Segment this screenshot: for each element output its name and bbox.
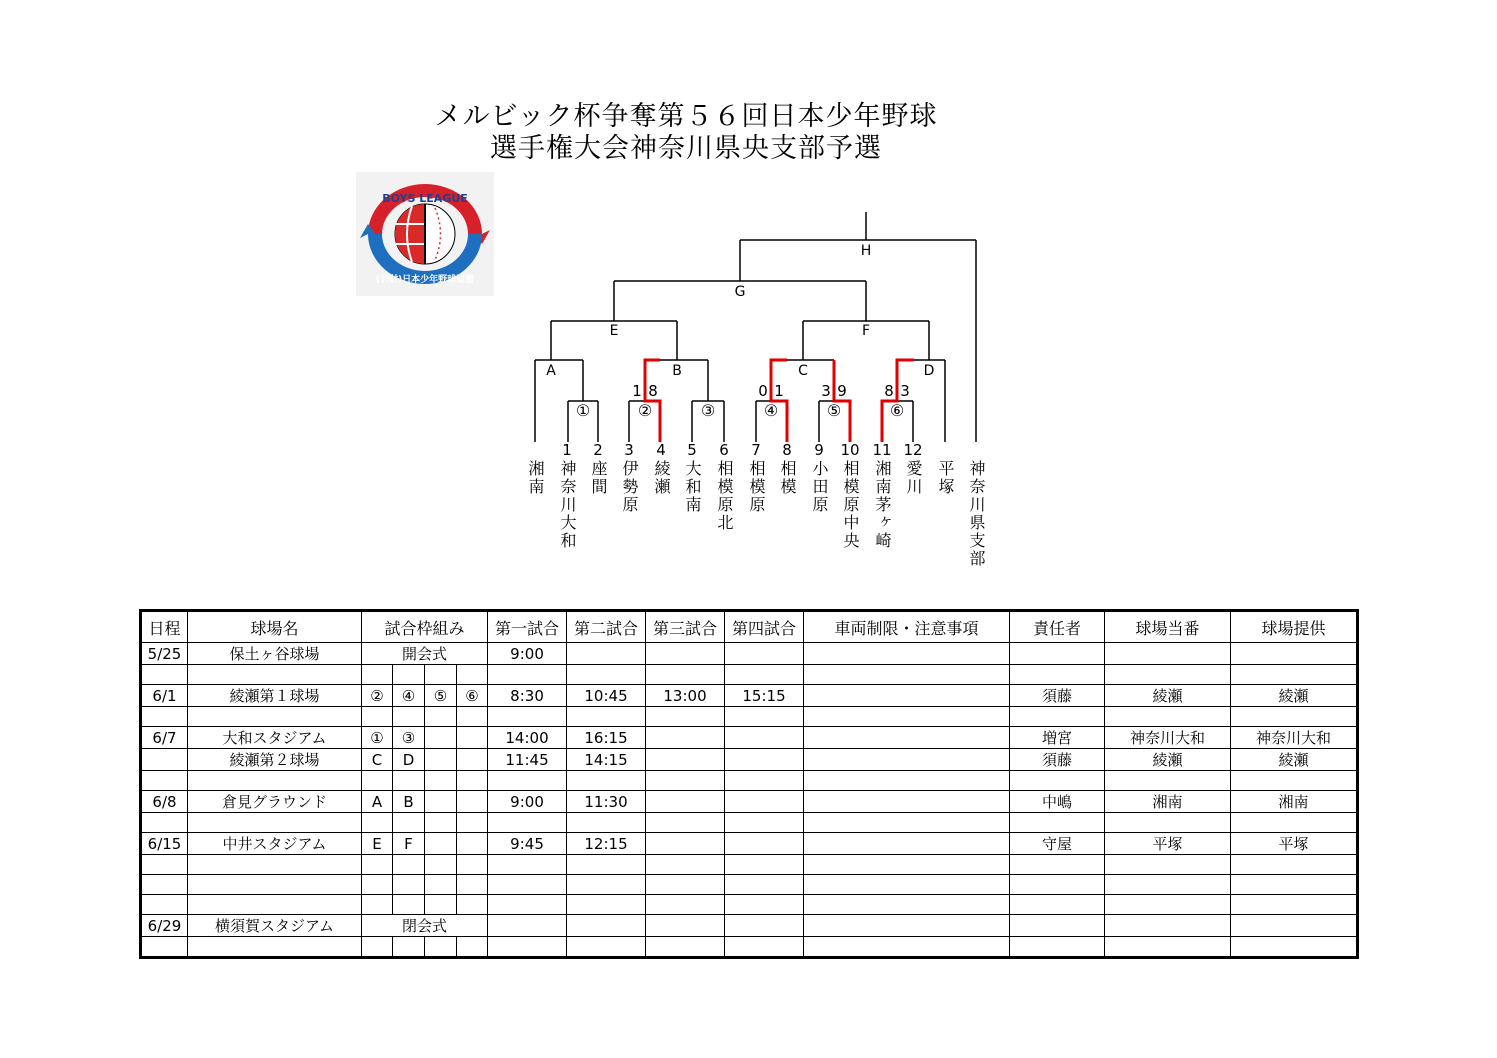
cell-date — [141, 855, 188, 875]
score-2-right: 8 — [648, 382, 658, 400]
cell-slot — [425, 937, 457, 958]
cell-slot — [425, 707, 457, 727]
cell-game-time — [646, 875, 725, 895]
round-label-g: G — [734, 284, 746, 300]
winner-path-lines — [645, 360, 914, 442]
cell-slot — [362, 707, 393, 727]
cell-manager — [1010, 643, 1105, 665]
cell-venue — [188, 895, 362, 915]
cell-slot — [393, 895, 425, 915]
cell-date: 6/8 — [141, 791, 188, 813]
cell-slot — [457, 895, 488, 915]
schedule-row — [141, 685, 1358, 707]
schedule-row — [141, 813, 1358, 833]
cell-game-time: 8:30 — [488, 685, 567, 707]
cell-game-time — [646, 707, 725, 727]
team-number: 2 — [593, 441, 603, 459]
cell-duty — [1105, 875, 1231, 895]
score-4-left: 0 — [758, 382, 768, 400]
cell-date: 6/15 — [141, 833, 188, 855]
cell-slot: B — [393, 791, 425, 813]
cell-game-time — [646, 791, 725, 813]
cell-game-time — [488, 855, 567, 875]
team-number: 5 — [687, 441, 697, 459]
cell-manager: 増宮 — [1010, 727, 1105, 749]
match-number-4: ④ — [763, 401, 779, 420]
cell-venue: 綾瀬第１球場 — [188, 685, 362, 707]
cell-slot — [457, 791, 488, 813]
team-number: 10 — [840, 441, 860, 459]
cell-game-time — [725, 665, 804, 685]
schedule-row — [141, 727, 1358, 749]
cell-slot — [393, 813, 425, 833]
cell-notes — [804, 855, 1010, 875]
team-name: 相模原中央 — [841, 460, 860, 550]
cell-slot — [393, 771, 425, 791]
score-6-right: 3 — [900, 382, 910, 400]
cell-slot — [362, 937, 393, 958]
cell-venue — [188, 813, 362, 833]
cell-notes — [804, 643, 1010, 665]
cell-venue — [188, 937, 362, 958]
cell-game-time: 12:15 — [567, 833, 646, 855]
cell-venue: 横須賀スタジアム — [188, 915, 362, 937]
cell-slot — [425, 727, 457, 749]
score-5-left: 3 — [821, 382, 831, 400]
cell-slot — [393, 707, 425, 727]
schedule-row — [141, 833, 1358, 855]
cell-date — [141, 875, 188, 895]
cell-game-time — [725, 771, 804, 791]
score-2-left: 1 — [632, 382, 642, 400]
bracket-lines — [535, 212, 976, 442]
cell-game-time — [567, 813, 646, 833]
cell-manager — [1010, 665, 1105, 685]
cell-provider: 綾瀬 — [1231, 749, 1358, 771]
cell-provider — [1231, 915, 1358, 937]
match-number-2: ② — [637, 401, 653, 420]
cell-notes — [804, 665, 1010, 685]
cell-game-time — [567, 875, 646, 895]
team-number: 9 — [814, 441, 824, 459]
cell-game-time — [488, 707, 567, 727]
header-provider: 球場提供 — [1231, 611, 1358, 643]
cell-provider — [1231, 707, 1358, 727]
cell-duty — [1105, 643, 1231, 665]
cell-slot: E — [362, 833, 393, 855]
cell-duty: 湘南 — [1105, 791, 1231, 813]
cell-slot — [457, 727, 488, 749]
cell-game-time — [488, 813, 567, 833]
cell-slot — [457, 855, 488, 875]
cell-game-time — [567, 937, 646, 958]
cell-duty — [1105, 813, 1231, 833]
cell-notes — [804, 895, 1010, 915]
cell-slot — [457, 937, 488, 958]
score-5-right: 9 — [837, 382, 847, 400]
cell-slot — [425, 771, 457, 791]
cell-game-time — [488, 875, 567, 895]
header-notes: 車両制限・注意事項 — [804, 611, 1010, 643]
cell-slots-merged: 閉会式 — [362, 915, 488, 937]
cell-slot — [362, 665, 393, 685]
cell-slot — [362, 855, 393, 875]
cell-venue: 倉見グラウンド — [188, 791, 362, 813]
cell-manager: 須藤 — [1010, 685, 1105, 707]
cell-notes — [804, 791, 1010, 813]
cell-slot — [457, 749, 488, 771]
cell-game-time — [488, 895, 567, 915]
match-number-3: ③ — [700, 401, 716, 420]
cell-slot: A — [362, 791, 393, 813]
header-duty: 球場当番 — [1105, 611, 1231, 643]
cell-date — [141, 665, 188, 685]
cell-venue — [188, 875, 362, 895]
team-name: 伊勢原 — [620, 460, 639, 514]
schedule-header-row — [141, 611, 1358, 643]
cell-slot — [362, 771, 393, 791]
cell-slot: ① — [362, 727, 393, 749]
cell-slot: ⑥ — [457, 685, 488, 707]
cell-slot — [362, 875, 393, 895]
cell-game-time — [725, 813, 804, 833]
cell-game-time — [646, 643, 725, 665]
cell-game-time: 16:15 — [567, 727, 646, 749]
round-label-h: H — [860, 243, 872, 259]
cell-slot — [425, 855, 457, 875]
cell-duty — [1105, 915, 1231, 937]
schedule-row — [141, 749, 1358, 771]
logo-bottom-text: (公財)日本少年野球連盟 — [375, 275, 475, 285]
cell-duty — [1105, 855, 1231, 875]
cell-provider: 神奈川大和 — [1231, 727, 1358, 749]
schedule-row — [141, 895, 1358, 915]
team-name: 神奈川県支部 — [967, 460, 986, 568]
cell-game-time: 11:45 — [488, 749, 567, 771]
team-name: 相模原 — [747, 460, 766, 514]
cell-date — [141, 771, 188, 791]
cell-game-time — [567, 643, 646, 665]
cell-duty: 綾瀬 — [1105, 685, 1231, 707]
cell-slot — [425, 895, 457, 915]
round-label-e: E — [609, 323, 619, 339]
cell-game-time — [488, 915, 567, 937]
round-label-f: F — [861, 323, 871, 339]
team-name: 愛川 — [904, 460, 923, 496]
team-number: 12 — [903, 441, 923, 459]
cell-game-time — [646, 937, 725, 958]
cell-slot — [393, 875, 425, 895]
cell-slot: F — [393, 833, 425, 855]
cell-venue — [188, 771, 362, 791]
cell-slot: ② — [362, 685, 393, 707]
cell-provider — [1231, 855, 1358, 875]
team-name: 湘南 — [526, 460, 545, 496]
cell-game-time — [725, 937, 804, 958]
cell-venue: 綾瀬第２球場 — [188, 749, 362, 771]
cell-notes — [804, 727, 1010, 749]
team-number: 8 — [782, 441, 792, 459]
cell-date — [141, 813, 188, 833]
cell-venue — [188, 665, 362, 685]
cell-venue — [188, 855, 362, 875]
cell-game-time — [725, 727, 804, 749]
team-name: 大和南 — [683, 460, 702, 514]
cell-slot: D — [393, 749, 425, 771]
schedule-row — [141, 771, 1358, 791]
cell-slot — [457, 813, 488, 833]
cell-game-time — [725, 855, 804, 875]
cell-slots-merged: 開会式 — [362, 643, 488, 665]
cell-game-time — [646, 771, 725, 791]
cell-notes — [804, 937, 1010, 958]
cell-game-time — [725, 791, 804, 813]
cell-slot — [393, 855, 425, 875]
cell-date: 6/29 — [141, 915, 188, 937]
cell-slot — [362, 895, 393, 915]
cell-slot — [425, 665, 457, 685]
cell-game-time — [725, 915, 804, 937]
cell-venue: 中井スタジアム — [188, 833, 362, 855]
team-name: 神奈川大和 — [558, 460, 577, 550]
cell-duty — [1105, 771, 1231, 791]
team-number: 3 — [624, 441, 634, 459]
cell-provider: 平塚 — [1231, 833, 1358, 855]
team-number: 11 — [872, 441, 892, 459]
team-number: 4 — [656, 441, 666, 459]
cell-game-time — [567, 915, 646, 937]
cell-game-time — [646, 833, 725, 855]
cell-manager: 守屋 — [1010, 833, 1105, 855]
team-number: 6 — [719, 441, 729, 459]
cell-game-time: 14:00 — [488, 727, 567, 749]
header-venue: 球場名 — [188, 611, 362, 643]
cell-manager — [1010, 875, 1105, 895]
schedule-row — [141, 875, 1358, 895]
cell-game-time — [646, 855, 725, 875]
cell-game-time: 10:45 — [567, 685, 646, 707]
cell-notes — [804, 749, 1010, 771]
cell-game-time — [567, 855, 646, 875]
schedule-row — [141, 937, 1358, 958]
schedule-row — [141, 707, 1358, 727]
match-number-1: ① — [575, 401, 591, 420]
cell-date: 6/7 — [141, 727, 188, 749]
cell-provider — [1231, 643, 1358, 665]
schedule-row — [141, 915, 1358, 937]
cell-game-time — [725, 643, 804, 665]
cell-provider: 湘南 — [1231, 791, 1358, 813]
cell-game-time — [567, 895, 646, 915]
team-name: 小田原 — [810, 460, 829, 514]
header-game-4: 第四試合 — [725, 611, 804, 643]
cell-date — [141, 895, 188, 915]
cell-date — [141, 707, 188, 727]
cell-game-time: 14:15 — [567, 749, 646, 771]
cell-game-time — [725, 833, 804, 855]
cell-game-time: 13:00 — [646, 685, 725, 707]
header-game-1: 第一試合 — [488, 611, 567, 643]
team-number: 1 — [562, 441, 572, 459]
cell-game-time — [725, 895, 804, 915]
cell-slot — [393, 665, 425, 685]
cell-date — [141, 749, 188, 771]
schedule-row — [141, 791, 1358, 813]
schedule-table — [139, 609, 1359, 959]
cell-provider — [1231, 875, 1358, 895]
cell-game-time — [646, 749, 725, 771]
cell-slot — [362, 813, 393, 833]
cell-game-time: 9:45 — [488, 833, 567, 855]
cell-game-time: 15:15 — [725, 685, 804, 707]
cell-slot — [425, 875, 457, 895]
cell-game-time — [567, 665, 646, 685]
cell-slot — [425, 749, 457, 771]
cell-slot — [457, 771, 488, 791]
cell-provider — [1231, 771, 1358, 791]
cell-game-time: 9:00 — [488, 791, 567, 813]
round-label-d: D — [923, 363, 935, 379]
cell-duty — [1105, 937, 1231, 958]
match-number-6: ⑥ — [889, 401, 905, 420]
cell-duty: 平塚 — [1105, 833, 1231, 855]
header-game-3: 第三試合 — [646, 611, 725, 643]
cell-manager: 須藤 — [1010, 749, 1105, 771]
schedule-row — [141, 855, 1358, 875]
cell-game-time — [646, 727, 725, 749]
cell-slot: C — [362, 749, 393, 771]
header-slots: 試合枠組み — [362, 611, 488, 643]
cell-notes — [804, 813, 1010, 833]
team-number: 7 — [751, 441, 761, 459]
round-label-c: C — [798, 363, 808, 379]
cell-manager — [1010, 813, 1105, 833]
cell-game-time: 11:30 — [567, 791, 646, 813]
schedule-row — [141, 643, 1358, 665]
cell-manager — [1010, 707, 1105, 727]
cell-slot — [457, 875, 488, 895]
cell-notes — [804, 707, 1010, 727]
cell-date: 5/25 — [141, 643, 188, 665]
header-game-2: 第二試合 — [567, 611, 646, 643]
cell-game-time — [488, 771, 567, 791]
cell-provider — [1231, 813, 1358, 833]
cell-manager — [1010, 895, 1105, 915]
team-name: 相模原北 — [715, 460, 734, 532]
team-name: 平塚 — [936, 460, 955, 496]
cell-slot: ③ — [393, 727, 425, 749]
cell-date: 6/1 — [141, 685, 188, 707]
cell-duty: 神奈川大和 — [1105, 727, 1231, 749]
cell-game-time — [646, 665, 725, 685]
cell-venue: 保土ヶ谷球場 — [188, 643, 362, 665]
score-6-left: 8 — [884, 382, 894, 400]
cell-game-time — [725, 707, 804, 727]
round-label-b: B — [672, 363, 682, 379]
team-name: 座間 — [589, 460, 608, 496]
cell-notes — [804, 915, 1010, 937]
cell-duty — [1105, 665, 1231, 685]
cell-slot — [425, 833, 457, 855]
cell-manager — [1010, 855, 1105, 875]
cell-slot: ④ — [393, 685, 425, 707]
team-name: 湘南茅ヶ崎 — [873, 460, 892, 550]
header-manager: 責任者 — [1010, 611, 1105, 643]
cell-game-time — [567, 771, 646, 791]
cell-game-time — [488, 937, 567, 958]
cell-slot — [457, 707, 488, 727]
cell-manager — [1010, 915, 1105, 937]
cell-game-time — [488, 665, 567, 685]
cell-game-time — [725, 875, 804, 895]
cell-provider — [1231, 665, 1358, 685]
cell-slot — [393, 937, 425, 958]
header-date: 日程 — [141, 611, 188, 643]
cell-notes — [804, 833, 1010, 855]
cell-date — [141, 937, 188, 958]
cell-duty — [1105, 895, 1231, 915]
schedule-row — [141, 665, 1358, 685]
cell-notes — [804, 685, 1010, 707]
logo-top-text: BOYS LEAGUE — [382, 192, 468, 205]
cell-provider — [1231, 937, 1358, 958]
cell-venue: 大和スタジアム — [188, 727, 362, 749]
cell-duty: 綾瀬 — [1105, 749, 1231, 771]
cell-game-time — [725, 749, 804, 771]
cell-slot: ⑤ — [425, 685, 457, 707]
cell-game-time: 9:00 — [488, 643, 567, 665]
team-name: 綾瀬 — [652, 460, 671, 496]
cell-game-time — [646, 915, 725, 937]
cell-manager: 中嶋 — [1010, 791, 1105, 813]
cell-venue — [188, 707, 362, 727]
cell-provider — [1231, 895, 1358, 915]
score-4-right: 1 — [774, 382, 784, 400]
cell-slot — [457, 833, 488, 855]
cell-slot — [425, 813, 457, 833]
cell-provider: 綾瀬 — [1231, 685, 1358, 707]
cell-slot — [425, 791, 457, 813]
cell-manager — [1010, 771, 1105, 791]
cell-notes — [804, 771, 1010, 791]
title-line-2: 選手権大会神奈川県央支部予選 — [490, 133, 882, 164]
round-label-a: A — [546, 363, 556, 379]
cell-notes — [804, 875, 1010, 895]
cell-slot — [457, 665, 488, 685]
cell-game-time — [567, 707, 646, 727]
cell-game-time — [646, 813, 725, 833]
title-line-1: メルビック杯争奪第５６回日本少年野球 — [434, 101, 938, 132]
cell-game-time — [646, 895, 725, 915]
cell-duty — [1105, 707, 1231, 727]
cell-manager — [1010, 937, 1105, 958]
team-name: 相模 — [778, 460, 797, 496]
match-number-5: ⑤ — [826, 401, 842, 420]
